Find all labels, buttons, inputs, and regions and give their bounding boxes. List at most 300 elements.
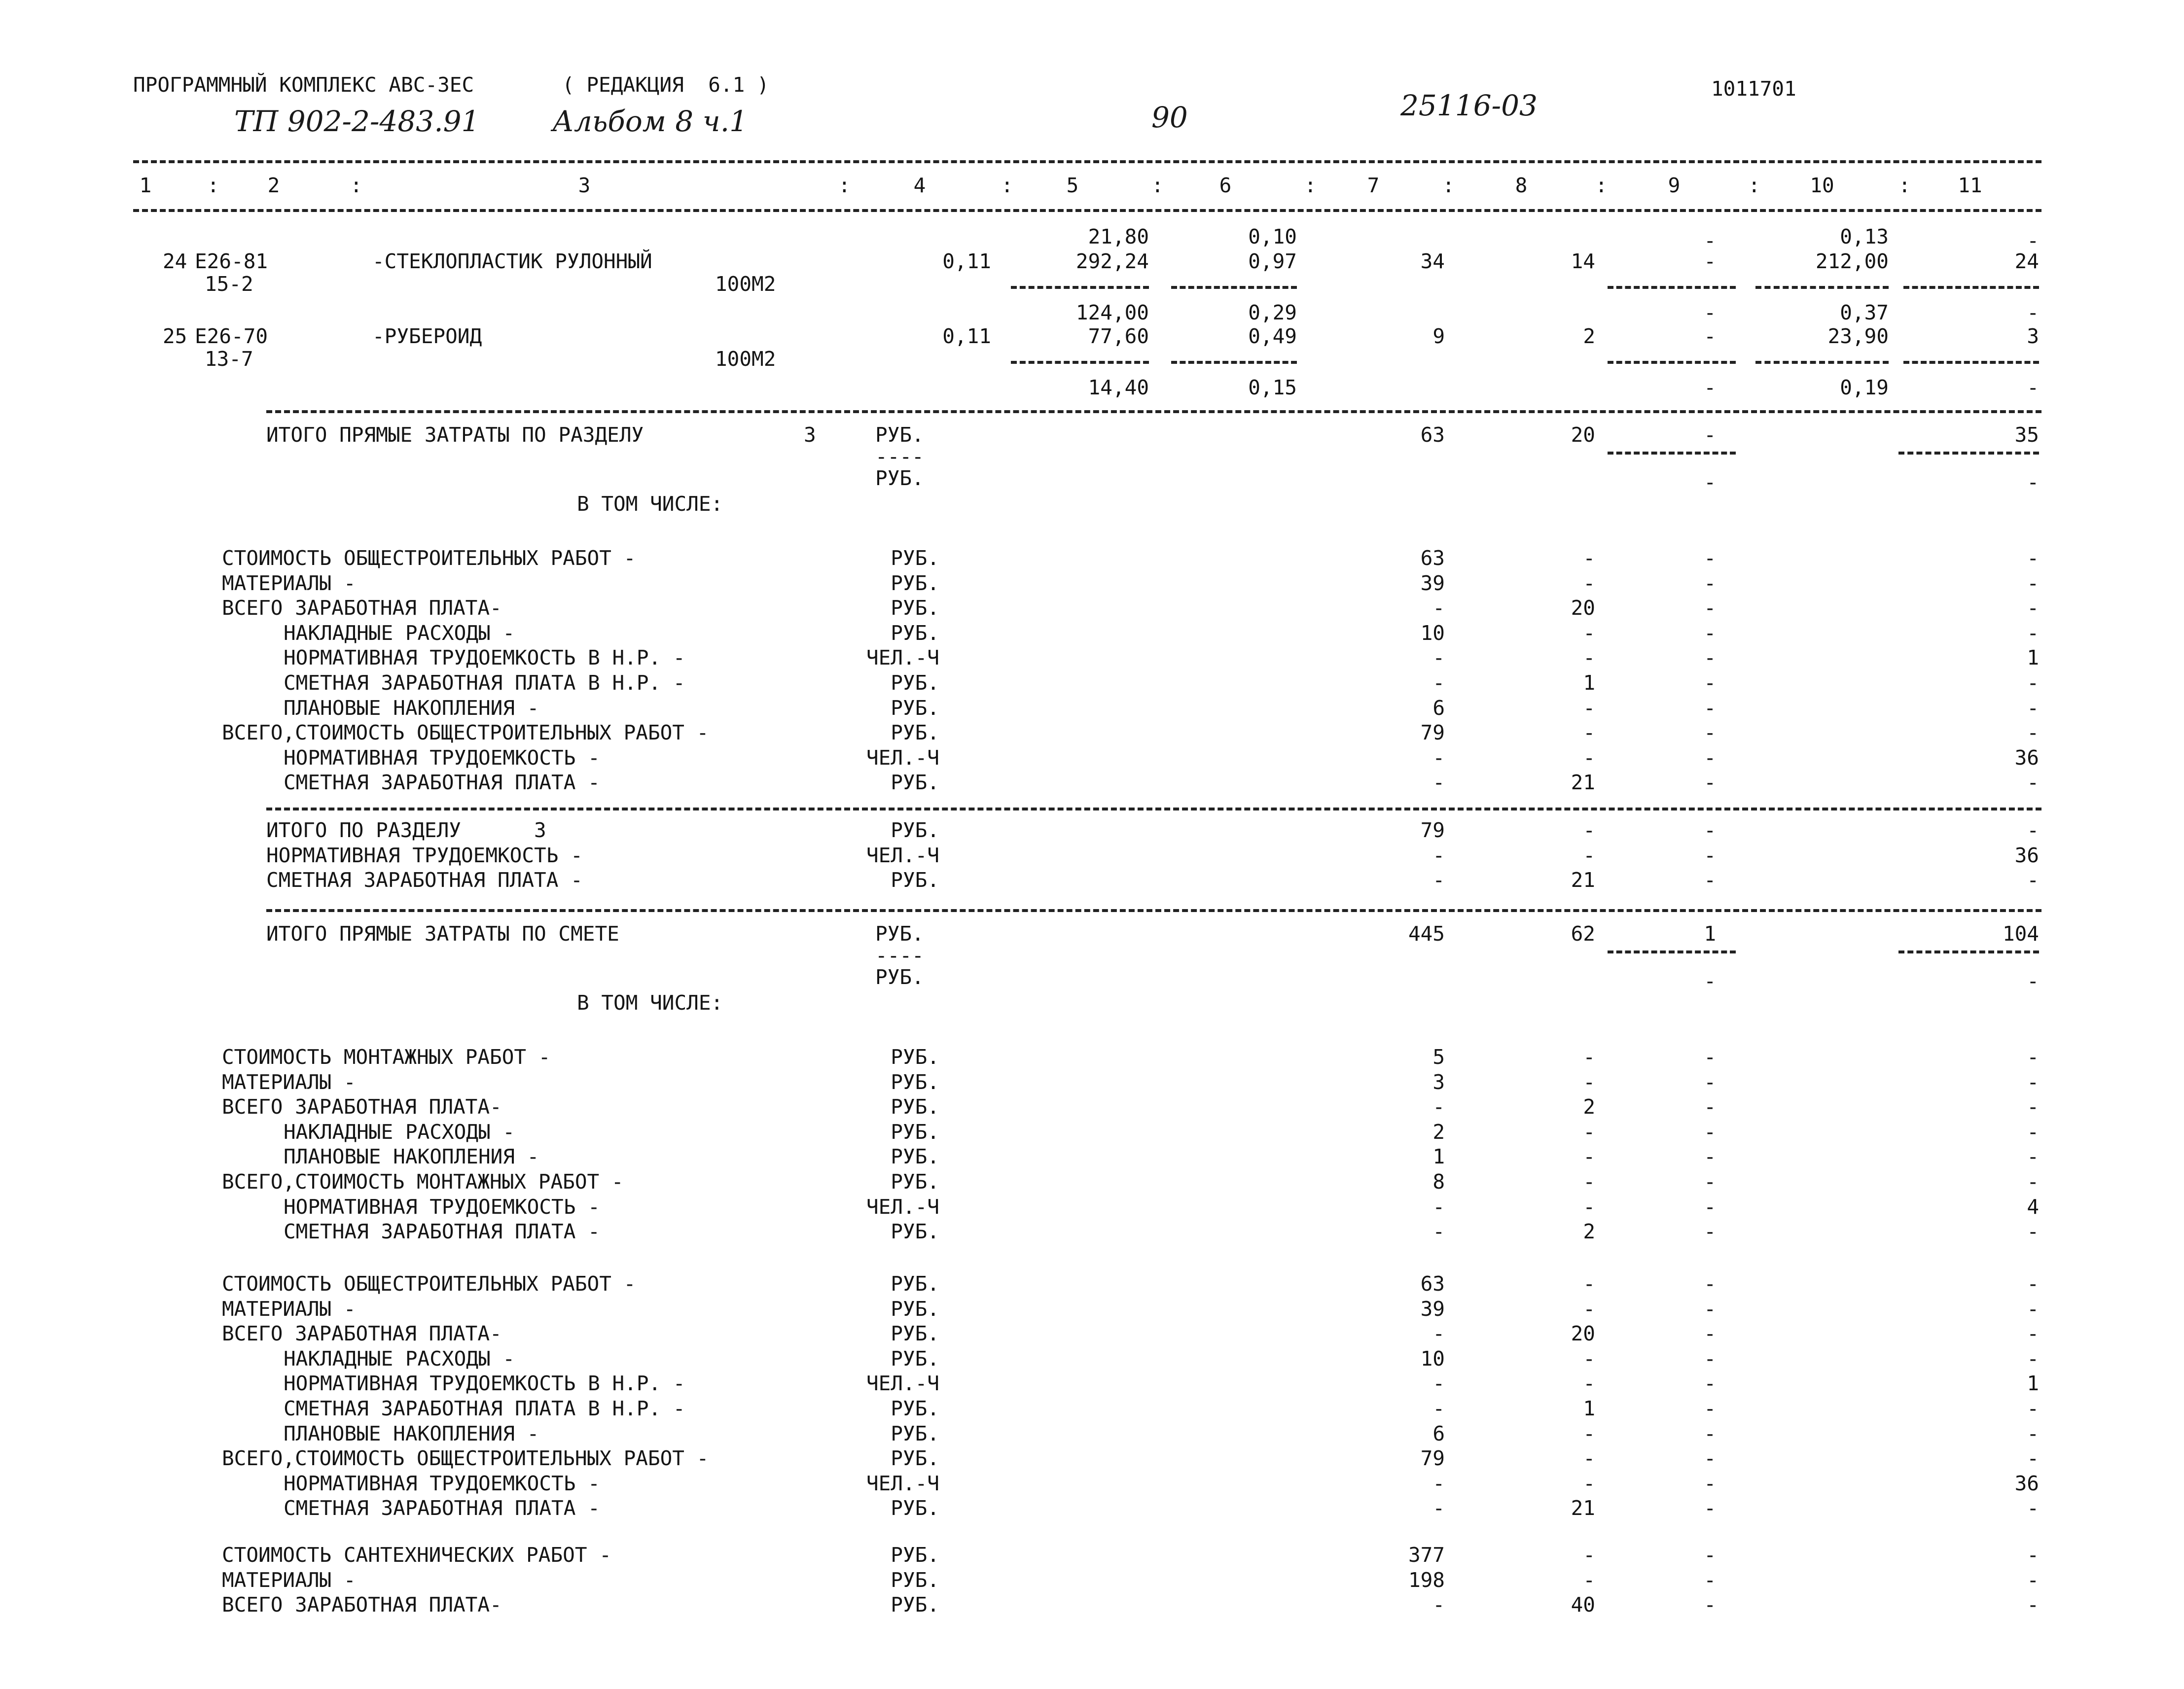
total-separator: ---- (875, 944, 924, 967)
summary-row-c11: - (2027, 696, 2039, 720)
summary-row-label: НОРМАТИВНАЯ ТРУДОЕМКОСТЬ В Н.Р. - (284, 646, 685, 670)
total-c11-bottom: - (2027, 470, 2039, 494)
summary-row-c8: - (1583, 546, 1595, 570)
item-quantity: 0,11 (942, 249, 991, 273)
summary-row-c11: - (2027, 771, 2039, 795)
summary-row-c8: 1 (1583, 1397, 1595, 1420)
summary-row-c9: - (1704, 671, 1716, 695)
summary-row-c9: - (1704, 1421, 1716, 1445)
summary-row-c9: - (1704, 1070, 1716, 1094)
column-header-4: 4 (913, 174, 926, 197)
item-c9: - (1704, 249, 1716, 273)
summary-row-c7: - (1432, 1195, 1445, 1219)
item-c5-top: 21,80 (1088, 225, 1149, 248)
total-rule (1608, 950, 1736, 953)
summary-row-unit: РУБ. (891, 596, 939, 620)
item-c10-top: 0,13 (1840, 225, 1889, 248)
total-c7: 445 (1408, 922, 1445, 946)
summary-row-c11: - (2027, 1272, 2039, 1296)
summary-row-c7: 198 (1408, 1568, 1445, 1592)
header-rule-top (133, 160, 2041, 163)
section-summary-c9: - (1704, 818, 1716, 842)
summary-row-unit: РУБ. (891, 1543, 939, 1567)
item-c11: 3 (2027, 324, 2039, 348)
summary-row-c11: 36 (2014, 745, 2039, 770)
section-summary-c11: - (2027, 818, 2039, 842)
section-summary-unit: ЧЕЛ.-Ч (866, 843, 939, 867)
item-name: -СТЕКЛОПЛАСТИК РУЛОННЫЙ (372, 249, 652, 273)
summary-row-c8: - (1583, 1195, 1595, 1219)
section-summary-c8: 21 (1571, 868, 1595, 892)
summary-row-unit: РУБ. (891, 1070, 939, 1094)
summary-row-label: НОРМАТИВНАЯ ТРУДОЕМКОСТЬ - (284, 1195, 600, 1219)
summary-row-c8: - (1583, 1045, 1595, 1069)
summary-row-c7: - (1432, 1496, 1445, 1520)
summary-row-c11: - (2027, 1045, 2039, 1069)
summary-row-unit: РУБ. (891, 1421, 939, 1445)
summary-row-c9: - (1704, 771, 1716, 795)
total-separator: ---- (875, 445, 924, 468)
summary-row-unit: РУБ. (891, 571, 939, 595)
summary-row-c7: 10 (1420, 621, 1445, 645)
column-header-7: 7 (1367, 174, 1380, 197)
summary-row-unit: РУБ. (891, 1568, 939, 1592)
summary-row-unit: ЧЕЛ.-Ч (866, 745, 939, 770)
summary-row-label: ПЛАНОВЫЕ НАКОПЛЕНИЯ - (284, 1421, 539, 1445)
section-summary-unit: РУБ. (891, 868, 939, 892)
summary-row-c9: - (1704, 621, 1716, 645)
section-summary-c7: - (1432, 868, 1445, 892)
summary-row-label: СМЕТНАЯ ЗАРАБОТНАЯ ПЛАТА В Н.Р. - (284, 671, 685, 695)
summary-row-c7: - (1432, 1220, 1445, 1244)
summary-row-label: СМЕТНАЯ ЗАРАБОТНАЯ ПЛАТА - (284, 1496, 600, 1520)
summary-row-c7: 1 (1432, 1145, 1445, 1169)
item-c11: 24 (2014, 249, 2039, 273)
summary-row-c7: 39 (1420, 1297, 1445, 1321)
item-rule (1755, 361, 1889, 364)
item-name: -РУБЕРОИД (372, 324, 482, 348)
summary-row-c8: - (1583, 1272, 1595, 1296)
summary-row-unit: РУБ. (891, 546, 939, 570)
summary-row-c7: - (1432, 646, 1445, 670)
summary-row-c8: 20 (1571, 1322, 1595, 1346)
summary-row-label: НАКЛАДНЫЕ РАСХОДЫ - (284, 1346, 515, 1371)
summary-row-c8: - (1583, 1372, 1595, 1396)
item-rule (1903, 286, 2039, 289)
summary-row-c9: - (1704, 1496, 1716, 1520)
summary-row-c7: - (1432, 1397, 1445, 1420)
column-separator: : (1442, 174, 1455, 197)
item-c6-bottom: 0,29 (1248, 301, 1297, 324)
total-c9-bottom: - (1704, 470, 1716, 494)
column-separator: : (1898, 174, 1911, 197)
summary-row-c11: - (2027, 1297, 2039, 1321)
summary-row-c11: 1 (2027, 1372, 2039, 1396)
item-c7: 34 (1420, 249, 1445, 273)
column-separator: : (207, 174, 219, 197)
item-c6: 0,97 (1248, 249, 1297, 273)
total-unit-second: РУБ. (875, 466, 924, 490)
total-unit: РУБ. (875, 922, 924, 946)
item-c11-bottom: - (2027, 376, 2039, 399)
summary-row-unit: РУБ. (891, 621, 939, 645)
column-separator: : (1304, 174, 1317, 197)
summary-row-c7: 63 (1420, 546, 1445, 570)
item-subcode: 15-2 (205, 272, 253, 296)
summary-row-unit: РУБ. (891, 671, 939, 695)
section-summary-c11: 36 (2014, 843, 2039, 867)
summary-row-c7: 6 (1432, 696, 1445, 720)
section-summary-c7: 79 (1420, 818, 1445, 842)
summary-row-c11: 36 (2014, 1471, 2039, 1495)
summary-row-c8: - (1583, 1543, 1595, 1567)
total-c8: 20 (1571, 423, 1595, 447)
summary-row-label: ВСЕГО,СТОИМОСТЬ МОНТАЖНЫХ РАБОТ - (222, 1170, 624, 1194)
section-summary-label: ИТОГО ПО РАЗДЕЛУ 3 (266, 818, 546, 842)
summary-row-c7: 2 (1432, 1120, 1445, 1144)
total-rule (1608, 452, 1736, 455)
summary-row-label: МАТЕРИАЛЫ - (222, 1297, 356, 1321)
summary-row-c8: - (1583, 1120, 1595, 1144)
item-rule (1011, 361, 1149, 364)
item-c9-bottom: - (1704, 301, 1716, 324)
item-rule (1011, 286, 1149, 289)
summary-row-label: НОРМАТИВНАЯ ТРУДОЕМКОСТЬ - (284, 745, 600, 770)
total-label: ИТОГО ПРЯМЫЕ ЗАТРАТЫ ПО РАЗДЕЛУ (266, 423, 644, 447)
summary-row-c9: - (1704, 646, 1716, 670)
summary-row-c11: - (2027, 1421, 2039, 1445)
item-rule (1608, 361, 1736, 364)
summary-row-label: ВСЕГО,СТОИМОСТЬ ОБЩЕСТРОИТЕЛЬНЫХ РАБОТ - (222, 721, 709, 745)
item-c6: 0,49 (1248, 324, 1297, 348)
summary-row-c8: 20 (1571, 596, 1595, 620)
summary-row-c8: - (1583, 621, 1595, 645)
summary-row-c8: - (1583, 1297, 1595, 1321)
including-label: В ТОМ ЧИСЛЕ: (577, 991, 723, 1015)
summary-row-c7: - (1432, 596, 1445, 620)
summary-row-unit: РУБ. (891, 1446, 939, 1471)
item-rule (1755, 286, 1889, 289)
summary-row-label: НАКЛАДНЫЕ РАСХОДЫ - (284, 1120, 515, 1144)
summary-row-label: ВСЕГО ЗАРАБОТНАЯ ПЛАТА- (222, 1095, 502, 1119)
summary-row-c9: - (1704, 1170, 1716, 1194)
summary-row-c7: - (1432, 1322, 1445, 1346)
summary-row-c7: 39 (1420, 571, 1445, 595)
total-c9: - (1704, 423, 1716, 447)
summary-row-unit: РУБ. (891, 1272, 939, 1296)
column-header-3: 3 (578, 174, 591, 197)
section-summary-c7: - (1432, 843, 1445, 867)
summary-row-c7: 5 (1432, 1045, 1445, 1069)
total-rule (1898, 950, 2039, 953)
item-c10: 23,90 (1827, 324, 1889, 348)
summary-row-c11: - (2027, 1220, 2039, 1244)
section-summary-label: СМЕТНАЯ ЗАРАБОТНАЯ ПЛАТА - (266, 868, 583, 892)
summary-row-c8: - (1583, 1170, 1595, 1194)
item-c10-bottom: 0,37 (1840, 301, 1889, 324)
total-unit-second: РУБ. (875, 965, 924, 989)
summary-row-label: ВСЕГО ЗАРАБОТНАЯ ПЛАТА- (222, 1593, 502, 1617)
item-rule (1608, 286, 1736, 289)
item-c6-bottom: 0,15 (1248, 376, 1297, 399)
summary-row-label: СТОИМОСТЬ МОНТАЖНЫХ РАБОТ - (222, 1045, 551, 1069)
item-unit: 100М2 (715, 347, 776, 371)
summary-row-c11: - (2027, 1397, 2039, 1420)
column-header-5: 5 (1066, 174, 1079, 197)
document-code: 1011701 (1711, 77, 1796, 101)
summary-row-c7: - (1432, 1471, 1445, 1495)
summary-row-label: ПЛАНОВЫЕ НАКОПЛЕНИЯ - (284, 1145, 539, 1169)
column-header-8: 8 (1515, 174, 1528, 197)
item-c9-bottom: - (1704, 376, 1716, 399)
section-summary-label: НОРМАТИВНАЯ ТРУДОЕМКОСТЬ - (266, 843, 583, 867)
summary-row-c7: 3 (1432, 1070, 1445, 1094)
summary-row-c8: - (1583, 1446, 1595, 1471)
summary-row-c8: - (1583, 1346, 1595, 1371)
summary-row-c11: - (2027, 1095, 2039, 1119)
edition-label: ( РЕДАКЦИЯ 6.1 ) (562, 73, 769, 97)
summary-row-unit: РУБ. (891, 1397, 939, 1420)
item-code: Е26-81 (195, 249, 268, 273)
item-c9-top: - (1704, 229, 1716, 252)
total-c11-bottom: - (2027, 969, 2039, 993)
summary-row-c11: 4 (2027, 1195, 2039, 1219)
summary-row-label: ВСЕГО ЗАРАБОТНАЯ ПЛАТА- (222, 1322, 502, 1346)
item-rule (1171, 286, 1297, 289)
summary-row-unit: РУБ. (891, 1346, 939, 1371)
summary-row-c8: 21 (1571, 771, 1595, 795)
total-c7: 63 (1420, 423, 1445, 447)
column-separator: : (1001, 174, 1013, 197)
summary-row-c9: - (1704, 571, 1716, 595)
summary-row-c8: 2 (1583, 1220, 1595, 1244)
summary-row-unit: ЧЕЛ.-Ч (866, 646, 939, 670)
column-header-6: 6 (1219, 174, 1232, 197)
summary-row-c7: 79 (1420, 721, 1445, 745)
column-separator: : (838, 174, 851, 197)
summary-row-unit: ЧЕЛ.-Ч (866, 1372, 939, 1396)
column-header-1: 1 (139, 174, 152, 197)
summary-row-c7: - (1432, 1593, 1445, 1617)
item-c11-bottom: - (2027, 301, 2039, 324)
item-number: 24 (163, 249, 187, 273)
summary-row-c8: 21 (1571, 1496, 1595, 1520)
total-label: ИТОГО ПРЯМЫЕ ЗАТРАТЫ ПО СМЕТЕ (266, 922, 619, 946)
summary-row-unit: РУБ. (891, 1220, 939, 1244)
summary-row-c11: - (2027, 546, 2039, 570)
total-c8: 62 (1571, 922, 1595, 946)
summary-row-label: МАТЕРИАЛЫ - (222, 1568, 356, 1592)
summary-row-c11: - (2027, 1145, 2039, 1169)
summary-row-c7: 79 (1420, 1446, 1445, 1471)
summary-row-unit: РУБ. (891, 721, 939, 745)
item-c7: 9 (1432, 324, 1445, 348)
summary-row-label: НОРМАТИВНАЯ ТРУДОЕМКОСТЬ - (284, 1471, 600, 1495)
summary-row-unit: РУБ. (891, 1045, 939, 1069)
summary-row-c8: - (1583, 1421, 1595, 1445)
column-separator: : (1151, 174, 1164, 197)
column-header-2: 2 (267, 174, 280, 197)
total-c11: 35 (2014, 423, 2039, 447)
summary-row-c11: - (2027, 571, 2039, 595)
summary-row-unit: РУБ. (891, 1297, 939, 1321)
summary-row-c8: - (1583, 646, 1595, 670)
column-header-9: 9 (1668, 174, 1681, 197)
summary-row-unit: ЧЕЛ.-Ч (866, 1471, 939, 1495)
summary-row-label: СМЕТНАЯ ЗАРАБОТНАЯ ПЛАТА - (284, 771, 600, 795)
summary-row-unit: РУБ. (891, 1170, 939, 1194)
summary-row-unit: РУБ. (891, 1095, 939, 1119)
including-label: В ТОМ ЧИСЛЕ: (577, 492, 723, 516)
summary-row-c9: - (1704, 721, 1716, 745)
summary-row-c7: 8 (1432, 1170, 1445, 1194)
summary-row-c7: - (1432, 1095, 1445, 1119)
summary-row-label: МАТЕРИАЛЫ - (222, 1070, 356, 1094)
total-rule (266, 410, 2041, 413)
program-title: ПРОГРАММНЫЙ КОМПЛЕКС АВС-3ЕС (133, 73, 474, 97)
summary-row-c7: 377 (1408, 1543, 1445, 1567)
summary-row-label: СТОИМОСТЬ ОБЩЕСТРОИТЕЛЬНЫХ РАБОТ - (222, 546, 636, 570)
summary-row-c7: 63 (1420, 1272, 1445, 1296)
summary-row-unit: РУБ. (891, 1322, 939, 1346)
section-summary-rule-top (266, 808, 2041, 810)
handwritten-project-number: ТП 902-2-483.91 (234, 105, 480, 138)
summary-row-c7: - (1432, 671, 1445, 695)
summary-row-c9: - (1704, 1120, 1716, 1144)
summary-row-c9: - (1704, 696, 1716, 720)
summary-row-c9: - (1704, 1322, 1716, 1346)
summary-row-c9: - (1704, 1568, 1716, 1592)
column-separator: : (350, 174, 362, 197)
summary-row-c9: - (1704, 1471, 1716, 1495)
summary-row-label: ВСЕГО,СТОИМОСТЬ ОБЩЕСТРОИТЕЛЬНЫХ РАБОТ - (222, 1446, 709, 1471)
total-section-number: 3 (804, 423, 816, 447)
handwritten-sheet-code: 25116-03 (1400, 89, 1538, 122)
summary-row-label: СТОИМОСТЬ ОБЩЕСТРОИТЕЛЬНЫХ РАБОТ - (222, 1272, 636, 1296)
header-rule-bottom (133, 209, 2041, 212)
item-c5-bottom: 124,00 (1075, 301, 1149, 324)
summary-row-c7: 10 (1420, 1346, 1445, 1371)
summary-row-c11: - (2027, 1496, 2039, 1520)
summary-row-unit: РУБ. (891, 1120, 939, 1144)
summary-row-c11: - (2027, 1170, 2039, 1194)
summary-row-c9: - (1704, 1593, 1716, 1617)
item-c8: 14 (1571, 249, 1595, 273)
summary-row-c8: - (1583, 571, 1595, 595)
summary-row-c9: - (1704, 1045, 1716, 1069)
summary-row-c11: - (2027, 1070, 2039, 1094)
summary-row-c11: - (2027, 1568, 2039, 1592)
summary-row-label: ПЛАНОВЫЕ НАКОПЛЕНИЯ - (284, 696, 539, 720)
summary-row-c8: 1 (1583, 671, 1595, 695)
item-number: 25 (163, 324, 187, 348)
section-summary-c11: - (2027, 868, 2039, 892)
section-summary-c9: - (1704, 843, 1716, 867)
summary-row-c8: - (1583, 721, 1595, 745)
summary-row-unit: РУБ. (891, 1496, 939, 1520)
item-code: Е26-70 (195, 324, 268, 348)
item-c5: 77,60 (1088, 324, 1149, 348)
summary-row-c11: - (2027, 1543, 2039, 1567)
summary-row-c11: - (2027, 1593, 2039, 1617)
item-c5-bottom: 14,40 (1088, 376, 1149, 399)
item-c5: 292,24 (1075, 249, 1149, 273)
section-summary-c8: - (1583, 818, 1595, 842)
item-unit: 100М2 (715, 272, 776, 296)
summary-row-c11: - (2027, 621, 2039, 645)
summary-row-unit: ЧЕЛ.-Ч (866, 1195, 939, 1219)
summary-row-c11: - (2027, 1446, 2039, 1471)
section-summary-c9: - (1704, 868, 1716, 892)
summary-row-c8: 40 (1571, 1593, 1595, 1617)
total-c9-bottom: - (1704, 969, 1716, 993)
handwritten-album: Альбом 8 ч.1 (552, 105, 748, 138)
handwritten-page-number: 90 (1151, 101, 1188, 134)
summary-row-label: НАКЛАДНЫЕ РАСХОДЫ - (284, 621, 515, 645)
summary-row-label: СМЕТНАЯ ЗАРАБОТНАЯ ПЛАТА - (284, 1220, 600, 1244)
total-rule (1898, 452, 2039, 455)
summary-row-c8: - (1583, 1471, 1595, 1495)
column-header-11: 11 (1958, 174, 1982, 197)
item-c10: 212,00 (1815, 249, 1889, 273)
summary-row-c9: - (1704, 1195, 1716, 1219)
item-subcode: 13-7 (205, 347, 253, 371)
summary-row-label: МАТЕРИАЛЫ - (222, 571, 356, 595)
item-c6-top: 0,10 (1248, 225, 1297, 248)
section-summary-unit: РУБ. (891, 818, 939, 842)
summary-row-unit: РУБ. (891, 771, 939, 795)
summary-row-c11: - (2027, 721, 2039, 745)
summary-row-c9: - (1704, 1446, 1716, 1471)
total-c9: 1 (1704, 922, 1716, 946)
summary-row-c8: - (1583, 745, 1595, 770)
summary-row-c7: - (1432, 771, 1445, 795)
summary-row-c9: - (1704, 596, 1716, 620)
summary-row-c8: - (1583, 1070, 1595, 1094)
section-summary-c8: - (1583, 843, 1595, 867)
item-c11-top: - (2027, 229, 2039, 252)
summary-row-c11: - (2027, 596, 2039, 620)
summary-row-c8: - (1583, 1568, 1595, 1592)
summary-row-c9: - (1704, 1272, 1716, 1296)
summary-row-c8: 2 (1583, 1095, 1595, 1119)
summary-row-c9: - (1704, 1145, 1716, 1169)
summary-row-c9: - (1704, 546, 1716, 570)
item-c9: - (1704, 324, 1716, 348)
summary-row-c9: - (1704, 1297, 1716, 1321)
summary-row-label: НОРМАТИВНАЯ ТРУДОЕМКОСТЬ В Н.Р. - (284, 1372, 685, 1396)
summary-row-c11: 1 (2027, 646, 2039, 670)
item-c8: 2 (1583, 324, 1595, 348)
summary-row-unit: РУБ. (891, 1593, 939, 1617)
column-separator: : (1595, 174, 1608, 197)
summary-row-c9: - (1704, 1346, 1716, 1371)
summary-row-label: ВСЕГО ЗАРАБОТНАЯ ПЛАТА- (222, 596, 502, 620)
summary-row-c9: - (1704, 1397, 1716, 1420)
total-c11: 104 (2002, 922, 2039, 946)
summary-row-c7: - (1432, 745, 1445, 770)
column-separator: : (1748, 174, 1760, 197)
summary-row-c11: - (2027, 1322, 2039, 1346)
summary-row-unit: РУБ. (891, 696, 939, 720)
item-rule (1903, 361, 2039, 364)
item-quantity: 0,11 (942, 324, 991, 348)
summary-row-c8: - (1583, 1145, 1595, 1169)
item-rule (1171, 361, 1297, 364)
summary-row-c9: - (1704, 1372, 1716, 1396)
summary-row-c7: 6 (1432, 1421, 1445, 1445)
summary-row-c9: - (1704, 1095, 1716, 1119)
